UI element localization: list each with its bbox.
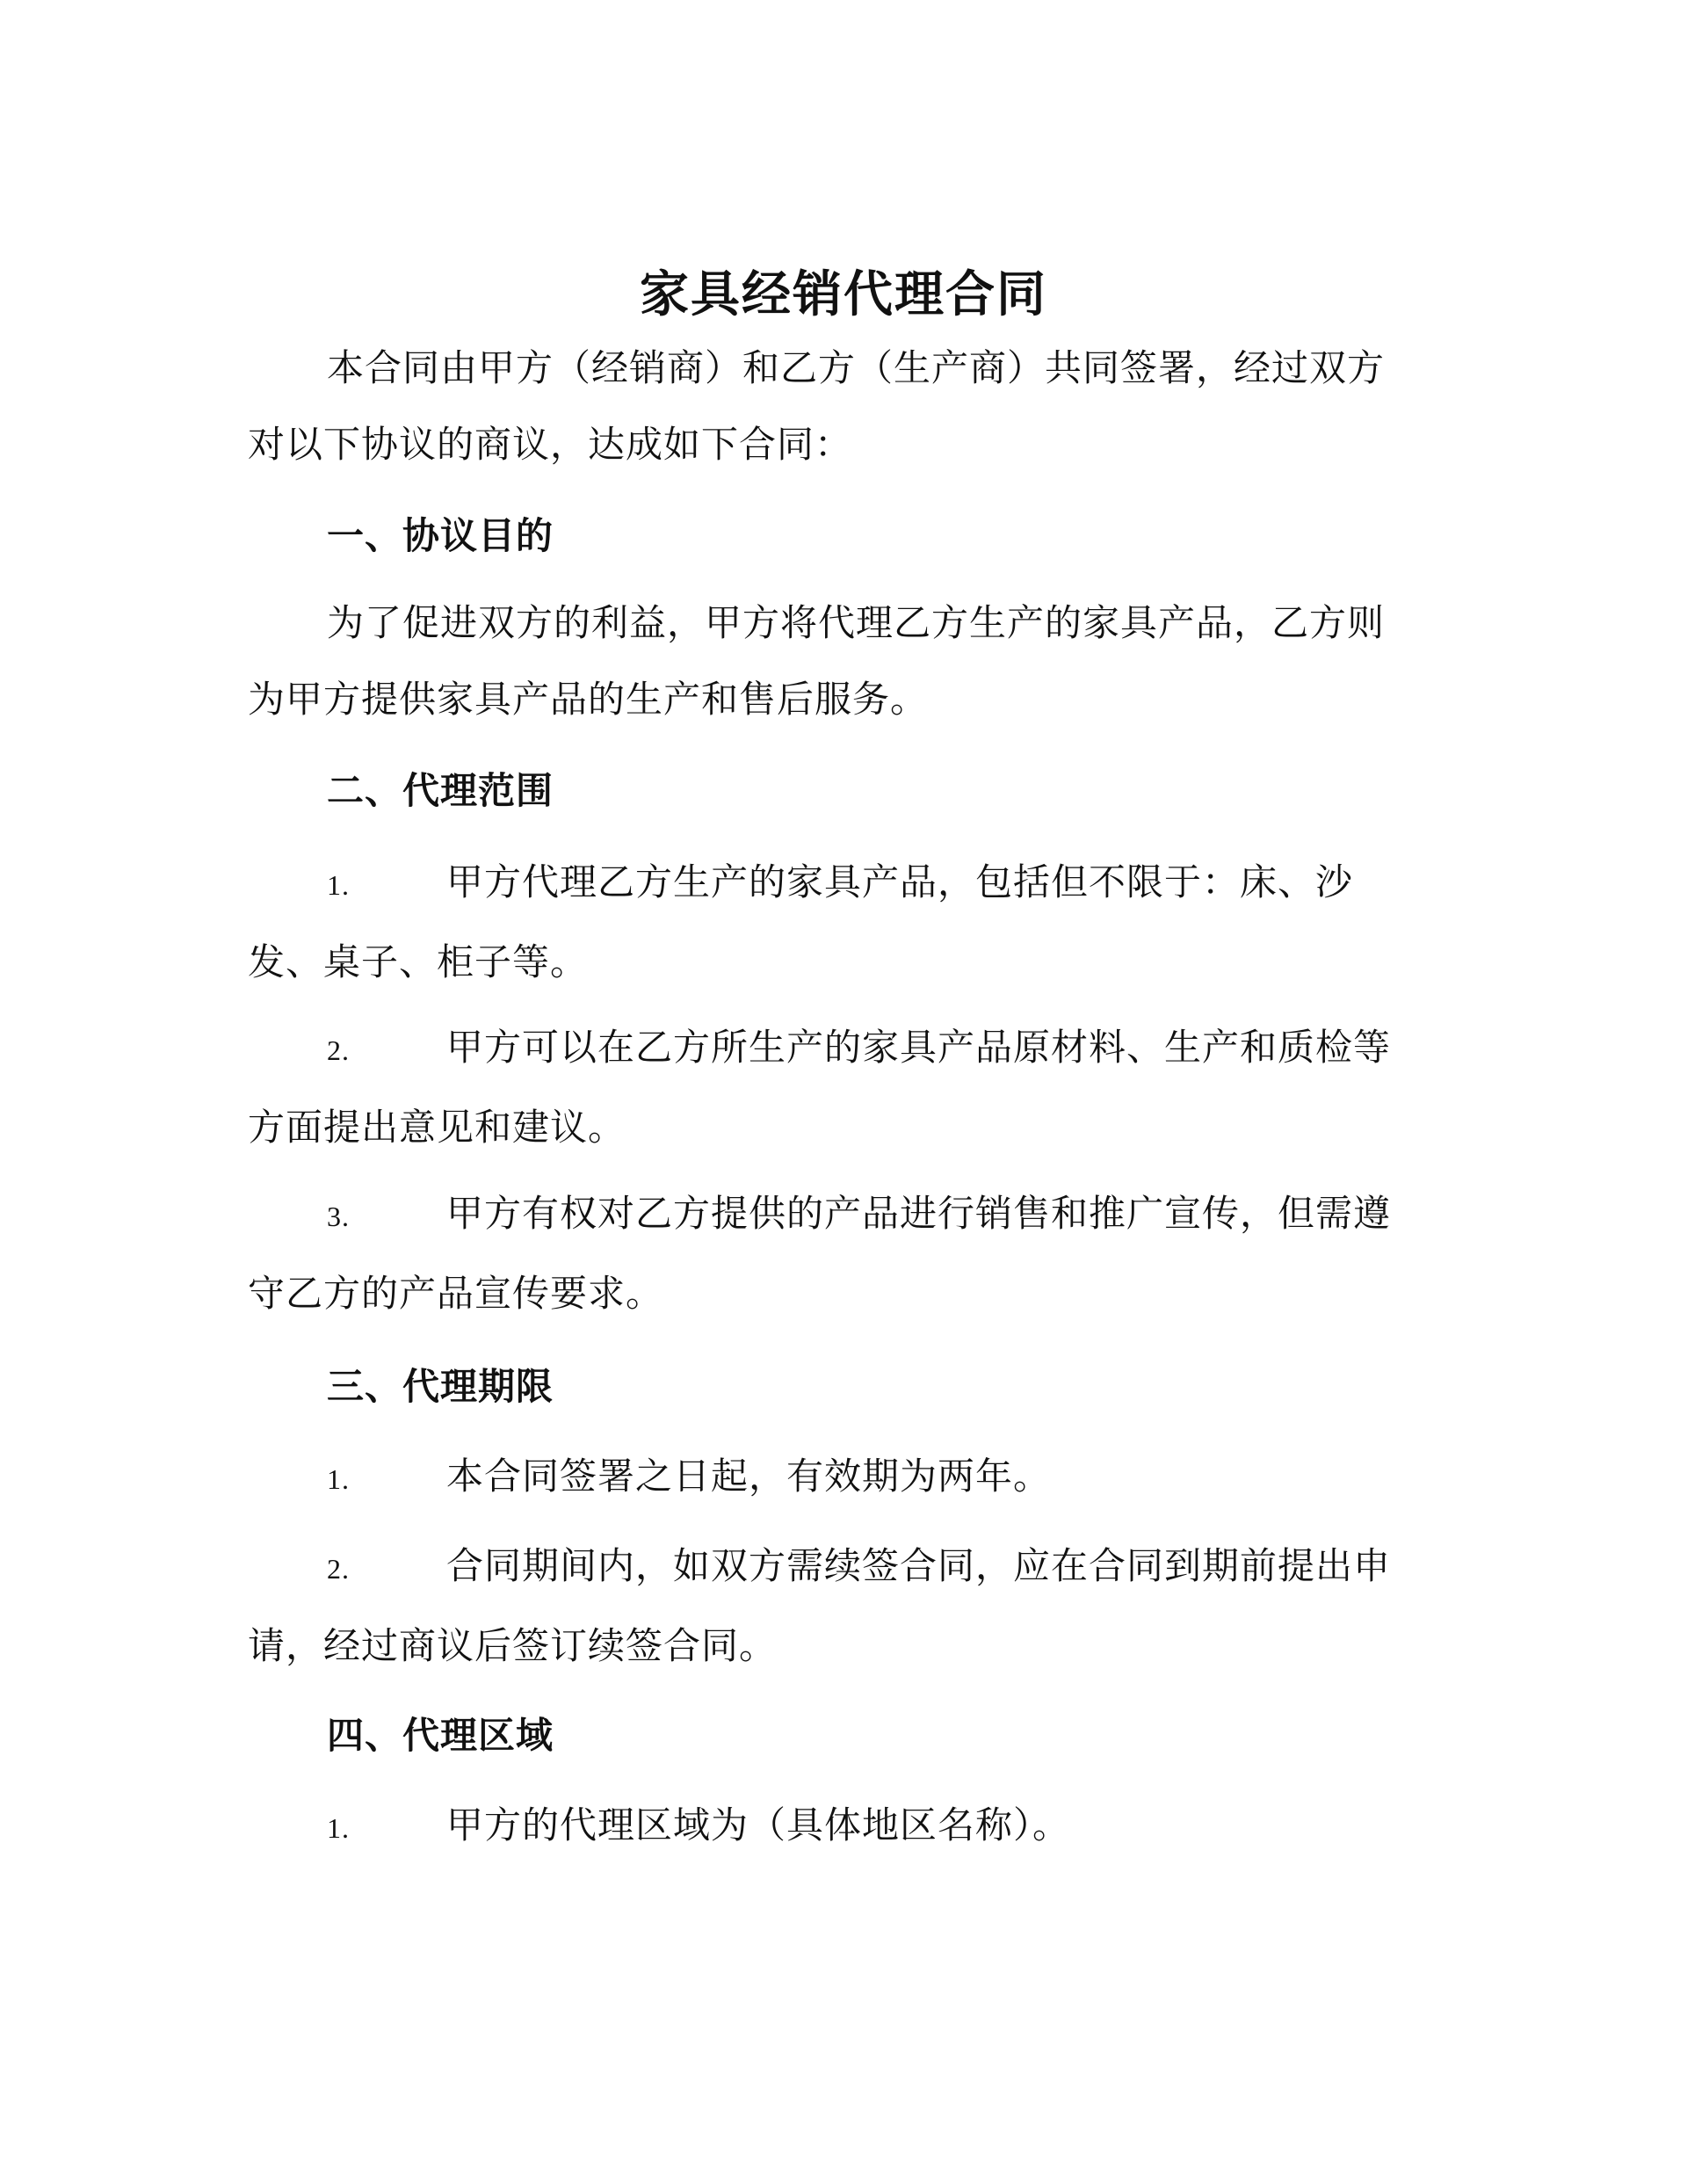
list-item — [248, 1009, 1408, 1165]
intro-paragraph: 本合同由甲方（经销商）和乙方（生产商）共同签署，经过双方对以下协议的商议，达成如下合同： — [248, 346, 1386, 466]
list-item — [248, 1175, 1408, 1331]
list-item — [248, 1438, 1408, 1518]
list-item-text: 甲方的代理区域为（具体地区名称）。 — [446, 1803, 1071, 1847]
list-item-text: 合同期间内，如双方需续签合同，应在合同到期前提出申请，经过商议后签订续签合同。 — [248, 1544, 1392, 1667]
list-item-number: 2. — [327, 1034, 350, 1066]
document-title: 家具经销代理合同 — [640, 265, 1047, 323]
list-item — [248, 844, 1408, 1000]
list-item-text: 甲方有权对乙方提供的产品进行销售和推广宣传，但需遵守乙方的产品宣传要求。 — [248, 1192, 1392, 1315]
list-item-text: 本合同签署之日起，有效期为两年。 — [446, 1455, 1052, 1498]
list-item — [248, 1527, 1408, 1684]
list-item-text: 甲方可以在乙方所生产的家具产品原材料、生产和质检等方面提出意见和建议。 — [248, 1026, 1392, 1149]
list-item — [248, 1787, 1408, 1867]
section-heading-region: 四、代理区域 — [327, 1714, 554, 1757]
list-item-number: 3. — [327, 1201, 350, 1232]
section-heading-term: 三、代理期限 — [327, 1365, 554, 1408]
list-item-text: 甲方代理乙方生产的家具产品，包括但不限于：床、沙发、桌子、柜子等。 — [248, 860, 1354, 983]
section-heading-scope: 二、代理范围 — [327, 769, 554, 812]
list-item-number: 2. — [327, 1553, 350, 1585]
list-item-number: 1. — [327, 1812, 350, 1844]
section-paragraph-purpose: 为了促进双方的利益，甲方将代理乙方生产的家具产品，乙方则为甲方提供家具产品的生产和售后服务。 — [248, 601, 1386, 721]
section-heading-purpose: 一、协议目的 — [327, 514, 554, 557]
list-item-number: 1. — [327, 869, 350, 901]
list-item-number: 1. — [327, 1463, 350, 1495]
